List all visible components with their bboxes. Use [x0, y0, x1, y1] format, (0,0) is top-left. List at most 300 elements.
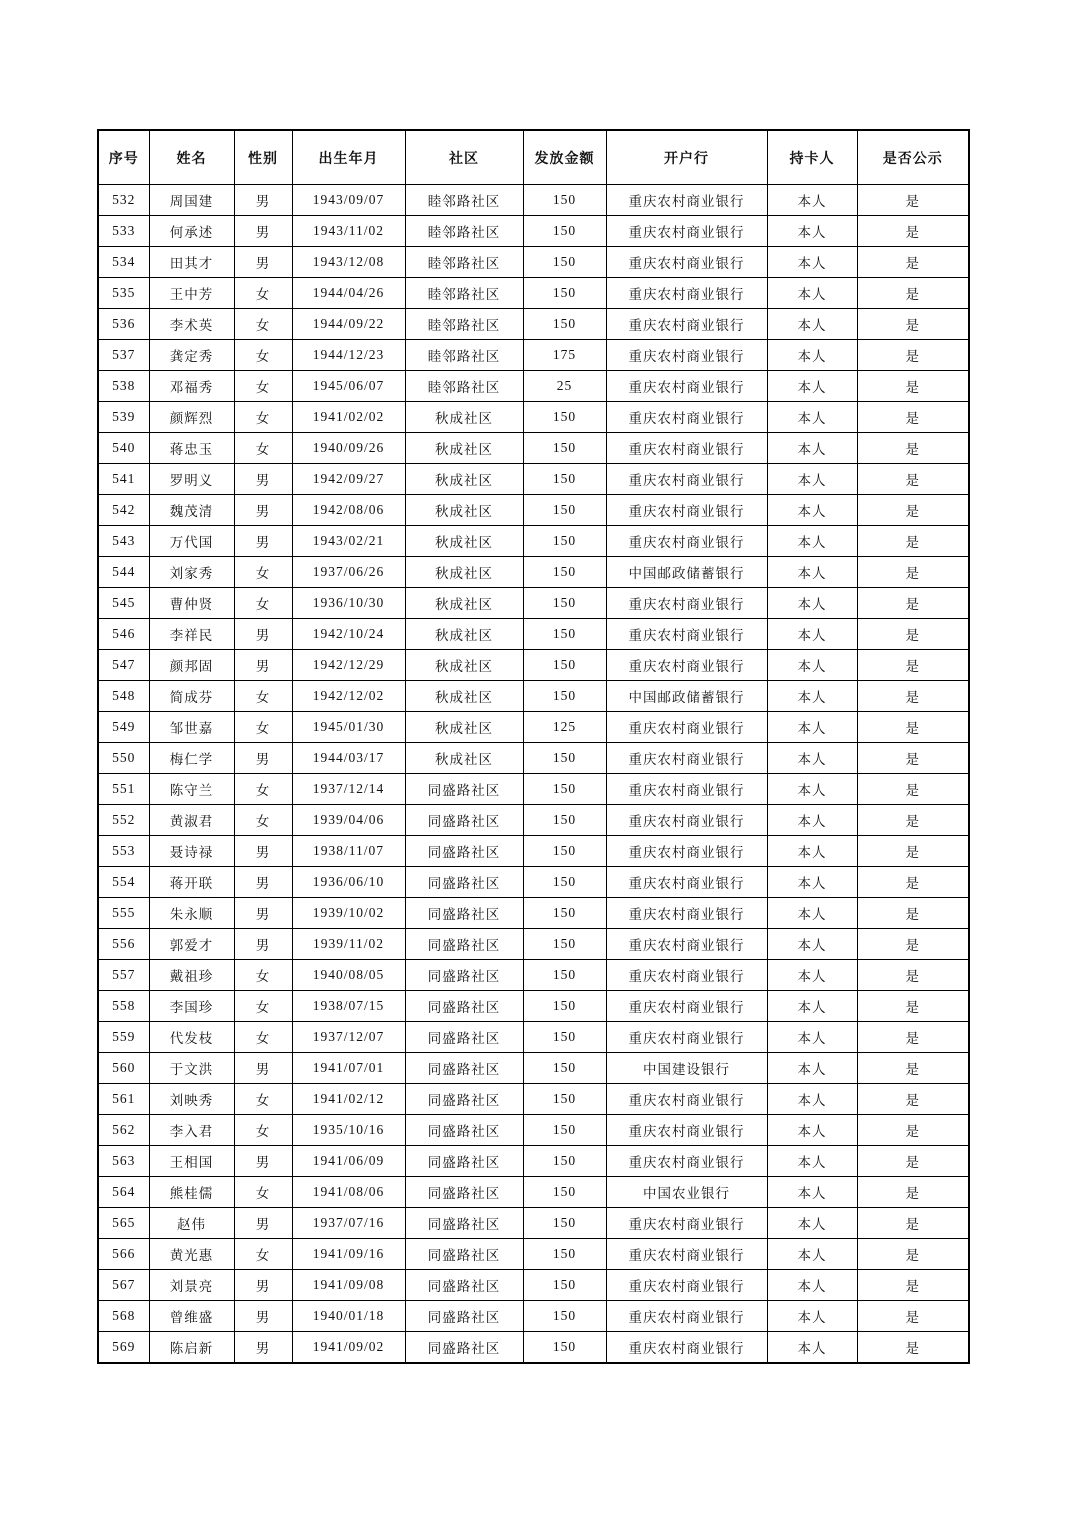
cell-serial-number: 555	[98, 898, 149, 929]
cell-bank: 重庆农村商业银行	[606, 526, 767, 557]
cell-name: 代发枝	[149, 1022, 234, 1053]
cell-card-holder: 本人	[767, 1022, 857, 1053]
cell-card-holder: 本人	[767, 247, 857, 278]
cell-name: 简成芬	[149, 681, 234, 712]
cell-serial-number: 553	[98, 836, 149, 867]
cell-amount: 150	[523, 1115, 606, 1146]
cell-bank: 中国建设银行	[606, 1053, 767, 1084]
cell-serial-number: 541	[98, 464, 149, 495]
cell-birth-date: 1937/06/26	[292, 557, 405, 588]
cell-card-holder: 本人	[767, 433, 857, 464]
cell-serial-number: 532	[98, 185, 149, 216]
cell-bank: 重庆农村商业银行	[606, 464, 767, 495]
table-row	[98, 1301, 969, 1332]
column-header-amount: 发放金额	[523, 130, 606, 185]
cell-amount: 150	[523, 526, 606, 557]
cell-birth-date: 1945/01/30	[292, 712, 405, 743]
cell-publicized: 是	[857, 1239, 969, 1270]
cell-card-holder: 本人	[767, 991, 857, 1022]
cell-bank: 重庆农村商业银行	[606, 1332, 767, 1364]
cell-birth-date: 1941/09/08	[292, 1270, 405, 1301]
cell-card-holder: 本人	[767, 929, 857, 960]
cell-name: 刘家秀	[149, 557, 234, 588]
cell-community: 秋成社区	[405, 650, 523, 681]
cell-card-holder: 本人	[767, 464, 857, 495]
cell-gender: 女	[234, 588, 292, 619]
cell-card-holder: 本人	[767, 1270, 857, 1301]
cell-birth-date: 1944/12/23	[292, 340, 405, 371]
cell-publicized: 是	[857, 247, 969, 278]
cell-publicized: 是	[857, 774, 969, 805]
cell-birth-date: 1937/12/14	[292, 774, 405, 805]
cell-community: 睦邻路社区	[405, 309, 523, 340]
cell-gender: 男	[234, 743, 292, 774]
cell-bank: 重庆农村商业银行	[606, 712, 767, 743]
cell-bank: 重庆农村商业银行	[606, 1022, 767, 1053]
table-row	[98, 1084, 969, 1115]
cell-birth-date: 1940/08/05	[292, 960, 405, 991]
cell-card-holder: 本人	[767, 1301, 857, 1332]
cell-amount: 150	[523, 1239, 606, 1270]
cell-card-holder: 本人	[767, 588, 857, 619]
cell-bank: 重庆农村商业银行	[606, 588, 767, 619]
cell-birth-date: 1941/02/02	[292, 402, 405, 433]
cell-bank: 重庆农村商业银行	[606, 1208, 767, 1239]
cell-serial-number: 551	[98, 774, 149, 805]
cell-publicized: 是	[857, 681, 969, 712]
cell-name: 陈守兰	[149, 774, 234, 805]
cell-birth-date: 1935/10/16	[292, 1115, 405, 1146]
cell-birth-date: 1941/06/09	[292, 1146, 405, 1177]
table-row	[98, 774, 969, 805]
cell-serial-number: 560	[98, 1053, 149, 1084]
cell-card-holder: 本人	[767, 898, 857, 929]
cell-publicized: 是	[857, 1270, 969, 1301]
cell-card-holder: 本人	[767, 836, 857, 867]
cell-bank: 重庆农村商业银行	[606, 929, 767, 960]
cell-serial-number: 549	[98, 712, 149, 743]
cell-card-holder: 本人	[767, 867, 857, 898]
cell-bank: 重庆农村商业银行	[606, 1084, 767, 1115]
cell-community: 同盛路社区	[405, 1053, 523, 1084]
cell-publicized: 是	[857, 402, 969, 433]
cell-birth-date: 1940/01/18	[292, 1301, 405, 1332]
cell-bank: 重庆农村商业银行	[606, 774, 767, 805]
cell-gender: 男	[234, 185, 292, 216]
cell-name: 于文洪	[149, 1053, 234, 1084]
cell-amount: 175	[523, 340, 606, 371]
cell-card-holder: 本人	[767, 774, 857, 805]
table-row	[98, 402, 969, 433]
cell-amount: 150	[523, 464, 606, 495]
cell-bank: 重庆农村商业银行	[606, 278, 767, 309]
cell-gender: 男	[234, 247, 292, 278]
cell-gender: 男	[234, 619, 292, 650]
cell-gender: 女	[234, 774, 292, 805]
cell-serial-number: 545	[98, 588, 149, 619]
cell-gender: 女	[234, 805, 292, 836]
cell-bank: 重庆农村商业银行	[606, 402, 767, 433]
cell-bank: 重庆农村商业银行	[606, 340, 767, 371]
column-header-name: 姓名	[149, 130, 234, 185]
cell-community: 秋成社区	[405, 619, 523, 650]
cell-name: 曹仲贤	[149, 588, 234, 619]
cell-bank: 中国邮政储蓄银行	[606, 557, 767, 588]
cell-amount: 150	[523, 557, 606, 588]
cell-card-holder: 本人	[767, 402, 857, 433]
cell-community: 秋成社区	[405, 557, 523, 588]
cell-publicized: 是	[857, 1208, 969, 1239]
cell-serial-number: 534	[98, 247, 149, 278]
cell-publicized: 是	[857, 991, 969, 1022]
cell-serial-number: 556	[98, 929, 149, 960]
cell-gender: 男	[234, 526, 292, 557]
cell-amount: 125	[523, 712, 606, 743]
cell-gender: 女	[234, 557, 292, 588]
cell-publicized: 是	[857, 1115, 969, 1146]
cell-name: 刘景亮	[149, 1270, 234, 1301]
cell-publicized: 是	[857, 464, 969, 495]
cell-amount: 150	[523, 681, 606, 712]
cell-amount: 150	[523, 898, 606, 929]
cell-birth-date: 1942/09/27	[292, 464, 405, 495]
cell-serial-number: 567	[98, 1270, 149, 1301]
cell-serial-number: 566	[98, 1239, 149, 1270]
cell-publicized: 是	[857, 495, 969, 526]
cell-gender: 女	[234, 433, 292, 464]
cell-card-holder: 本人	[767, 557, 857, 588]
cell-birth-date: 1942/12/29	[292, 650, 405, 681]
column-header-publicized: 是否公示	[857, 130, 969, 185]
cell-birth-date: 1940/09/26	[292, 433, 405, 464]
cell-bank: 重庆农村商业银行	[606, 836, 767, 867]
cell-card-holder: 本人	[767, 650, 857, 681]
cell-gender: 女	[234, 991, 292, 1022]
cell-amount: 150	[523, 185, 606, 216]
cell-name: 万代国	[149, 526, 234, 557]
cell-amount: 150	[523, 960, 606, 991]
cell-community: 秋成社区	[405, 402, 523, 433]
cell-serial-number: 535	[98, 278, 149, 309]
cell-community: 秋成社区	[405, 712, 523, 743]
cell-birth-date: 1942/08/06	[292, 495, 405, 526]
cell-card-holder: 本人	[767, 1332, 857, 1364]
cell-name: 梅仁学	[149, 743, 234, 774]
cell-bank: 重庆农村商业银行	[606, 1115, 767, 1146]
cell-community: 同盛路社区	[405, 1084, 523, 1115]
cell-serial-number: 568	[98, 1301, 149, 1332]
table-row	[98, 1270, 969, 1301]
cell-name: 朱永顺	[149, 898, 234, 929]
cell-name: 王相国	[149, 1146, 234, 1177]
cell-bank: 重庆农村商业银行	[606, 991, 767, 1022]
cell-name: 邓福秀	[149, 371, 234, 402]
cell-birth-date: 1944/04/26	[292, 278, 405, 309]
column-header-card-holder: 持卡人	[767, 130, 857, 185]
cell-birth-date: 1941/07/01	[292, 1053, 405, 1084]
cell-birth-date: 1942/12/02	[292, 681, 405, 712]
cell-birth-date: 1943/02/21	[292, 526, 405, 557]
cell-serial-number: 533	[98, 216, 149, 247]
cell-gender: 男	[234, 929, 292, 960]
cell-name: 颜邦固	[149, 650, 234, 681]
cell-amount: 150	[523, 774, 606, 805]
cell-birth-date: 1943/12/08	[292, 247, 405, 278]
table-row	[98, 867, 969, 898]
cell-community: 同盛路社区	[405, 774, 523, 805]
cell-serial-number: 554	[98, 867, 149, 898]
cell-gender: 男	[234, 216, 292, 247]
cell-gender: 女	[234, 402, 292, 433]
cell-birth-date: 1941/08/06	[292, 1177, 405, 1208]
cell-birth-date: 1936/10/30	[292, 588, 405, 619]
cell-publicized: 是	[857, 309, 969, 340]
cell-name: 蒋忠玉	[149, 433, 234, 464]
cell-name: 邹世嘉	[149, 712, 234, 743]
cell-gender: 男	[234, 898, 292, 929]
table-row	[98, 216, 969, 247]
cell-gender: 女	[234, 1084, 292, 1115]
column-header-birth-date: 出生年月	[292, 130, 405, 185]
subsidy-roster-table	[97, 129, 970, 1364]
cell-publicized: 是	[857, 1332, 969, 1364]
cell-name: 黄光惠	[149, 1239, 234, 1270]
table-row	[98, 991, 969, 1022]
cell-bank: 重庆农村商业银行	[606, 185, 767, 216]
cell-card-holder: 本人	[767, 712, 857, 743]
table-row	[98, 743, 969, 774]
cell-publicized: 是	[857, 1301, 969, 1332]
cell-community: 同盛路社区	[405, 1115, 523, 1146]
table-row	[98, 1115, 969, 1146]
cell-publicized: 是	[857, 371, 969, 402]
cell-amount: 150	[523, 433, 606, 464]
cell-birth-date: 1937/12/07	[292, 1022, 405, 1053]
cell-amount: 150	[523, 402, 606, 433]
cell-publicized: 是	[857, 1177, 969, 1208]
cell-gender: 女	[234, 681, 292, 712]
cell-bank: 重庆农村商业银行	[606, 619, 767, 650]
cell-card-holder: 本人	[767, 216, 857, 247]
cell-gender: 男	[234, 1208, 292, 1239]
cell-amount: 150	[523, 247, 606, 278]
column-header-serial-number: 序号	[98, 130, 149, 185]
cell-publicized: 是	[857, 557, 969, 588]
cell-publicized: 是	[857, 1022, 969, 1053]
cell-serial-number: 536	[98, 309, 149, 340]
cell-gender: 男	[234, 1270, 292, 1301]
table-row	[98, 526, 969, 557]
cell-gender: 女	[234, 309, 292, 340]
cell-publicized: 是	[857, 960, 969, 991]
cell-serial-number: 564	[98, 1177, 149, 1208]
table-row	[98, 712, 969, 743]
cell-serial-number: 547	[98, 650, 149, 681]
table-row	[98, 1332, 969, 1364]
table-row	[98, 960, 969, 991]
cell-serial-number: 539	[98, 402, 149, 433]
table-row	[98, 1177, 969, 1208]
cell-serial-number: 544	[98, 557, 149, 588]
cell-amount: 150	[523, 619, 606, 650]
cell-serial-number: 540	[98, 433, 149, 464]
cell-community: 同盛路社区	[405, 1270, 523, 1301]
column-header-gender: 性别	[234, 130, 292, 185]
cell-birth-date: 1941/09/02	[292, 1332, 405, 1364]
cell-card-holder: 本人	[767, 526, 857, 557]
cell-birth-date: 1944/03/17	[292, 743, 405, 774]
cell-gender: 女	[234, 278, 292, 309]
table-row	[98, 1146, 969, 1177]
cell-community: 睦邻路社区	[405, 216, 523, 247]
cell-gender: 女	[234, 1022, 292, 1053]
cell-amount: 150	[523, 216, 606, 247]
cell-birth-date: 1945/06/07	[292, 371, 405, 402]
cell-community: 秋成社区	[405, 495, 523, 526]
table-row	[98, 1239, 969, 1270]
cell-name: 李入君	[149, 1115, 234, 1146]
table-row	[98, 805, 969, 836]
cell-name: 魏茂清	[149, 495, 234, 526]
cell-amount: 150	[523, 1270, 606, 1301]
cell-serial-number: 546	[98, 619, 149, 650]
cell-card-holder: 本人	[767, 185, 857, 216]
cell-community: 同盛路社区	[405, 1208, 523, 1239]
cell-bank: 中国邮政储蓄银行	[606, 681, 767, 712]
cell-amount: 150	[523, 650, 606, 681]
cell-birth-date: 1937/07/16	[292, 1208, 405, 1239]
table-row	[98, 588, 969, 619]
cell-gender: 女	[234, 712, 292, 743]
cell-card-holder: 本人	[767, 1208, 857, 1239]
cell-amount: 150	[523, 1084, 606, 1115]
cell-birth-date: 1939/10/02	[292, 898, 405, 929]
cell-gender: 女	[234, 371, 292, 402]
cell-serial-number: 542	[98, 495, 149, 526]
cell-publicized: 是	[857, 867, 969, 898]
cell-community: 同盛路社区	[405, 929, 523, 960]
cell-name: 何承述	[149, 216, 234, 247]
cell-birth-date: 1942/10/24	[292, 619, 405, 650]
cell-gender: 女	[234, 960, 292, 991]
cell-serial-number: 562	[98, 1115, 149, 1146]
cell-name: 黄淑君	[149, 805, 234, 836]
cell-community: 同盛路社区	[405, 836, 523, 867]
cell-amount: 150	[523, 1053, 606, 1084]
cell-serial-number: 561	[98, 1084, 149, 1115]
cell-card-holder: 本人	[767, 960, 857, 991]
cell-name: 李祥民	[149, 619, 234, 650]
cell-gender: 女	[234, 1177, 292, 1208]
cell-birth-date: 1939/11/02	[292, 929, 405, 960]
cell-name: 陈启新	[149, 1332, 234, 1364]
cell-community: 同盛路社区	[405, 1177, 523, 1208]
cell-community: 睦邻路社区	[405, 340, 523, 371]
table-row	[98, 681, 969, 712]
cell-bank: 重庆农村商业银行	[606, 650, 767, 681]
cell-birth-date: 1943/11/02	[292, 216, 405, 247]
cell-community: 睦邻路社区	[405, 185, 523, 216]
table-row	[98, 898, 969, 929]
cell-publicized: 是	[857, 340, 969, 371]
cell-serial-number: 557	[98, 960, 149, 991]
cell-publicized: 是	[857, 743, 969, 774]
cell-publicized: 是	[857, 216, 969, 247]
column-header-community: 社区	[405, 130, 523, 185]
cell-birth-date: 1938/07/15	[292, 991, 405, 1022]
cell-bank: 重庆农村商业银行	[606, 805, 767, 836]
cell-amount: 150	[523, 929, 606, 960]
cell-gender: 男	[234, 1332, 292, 1364]
cell-serial-number: 548	[98, 681, 149, 712]
cell-bank: 重庆农村商业银行	[606, 1239, 767, 1270]
cell-gender: 男	[234, 650, 292, 681]
cell-amount: 150	[523, 1208, 606, 1239]
cell-bank: 重庆农村商业银行	[606, 743, 767, 774]
cell-name: 赵伟	[149, 1208, 234, 1239]
cell-card-holder: 本人	[767, 1239, 857, 1270]
cell-name: 李国珍	[149, 991, 234, 1022]
cell-card-holder: 本人	[767, 495, 857, 526]
cell-card-holder: 本人	[767, 1177, 857, 1208]
cell-serial-number: 538	[98, 371, 149, 402]
cell-publicized: 是	[857, 898, 969, 929]
cell-serial-number: 558	[98, 991, 149, 1022]
table-row	[98, 433, 969, 464]
cell-name: 郭爱才	[149, 929, 234, 960]
cell-name: 田其才	[149, 247, 234, 278]
cell-amount: 150	[523, 278, 606, 309]
cell-birth-date: 1938/11/07	[292, 836, 405, 867]
cell-community: 秋成社区	[405, 681, 523, 712]
header-row	[98, 130, 969, 185]
cell-birth-date: 1944/09/22	[292, 309, 405, 340]
cell-serial-number: 552	[98, 805, 149, 836]
cell-card-holder: 本人	[767, 278, 857, 309]
cell-gender: 女	[234, 340, 292, 371]
cell-amount: 150	[523, 1146, 606, 1177]
table-row	[98, 836, 969, 867]
cell-birth-date: 1941/09/16	[292, 1239, 405, 1270]
cell-birth-date: 1941/02/12	[292, 1084, 405, 1115]
table-row	[98, 247, 969, 278]
cell-publicized: 是	[857, 588, 969, 619]
table-row	[98, 929, 969, 960]
table-row	[98, 340, 969, 371]
cell-bank: 重庆农村商业银行	[606, 1301, 767, 1332]
cell-community: 睦邻路社区	[405, 247, 523, 278]
table-row	[98, 278, 969, 309]
cell-serial-number: 550	[98, 743, 149, 774]
table-row	[98, 1022, 969, 1053]
cell-gender: 男	[234, 836, 292, 867]
cell-community: 同盛路社区	[405, 867, 523, 898]
cell-card-holder: 本人	[767, 681, 857, 712]
table-row	[98, 619, 969, 650]
cell-serial-number: 537	[98, 340, 149, 371]
cell-bank: 重庆农村商业银行	[606, 433, 767, 464]
cell-serial-number: 569	[98, 1332, 149, 1364]
cell-amount: 25	[523, 371, 606, 402]
cell-birth-date: 1943/09/07	[292, 185, 405, 216]
cell-bank: 中国农业银行	[606, 1177, 767, 1208]
cell-bank: 重庆农村商业银行	[606, 216, 767, 247]
cell-publicized: 是	[857, 433, 969, 464]
cell-name: 熊桂儒	[149, 1177, 234, 1208]
cell-publicized: 是	[857, 805, 969, 836]
cell-bank: 重庆农村商业银行	[606, 898, 767, 929]
cell-name: 戴祖珍	[149, 960, 234, 991]
